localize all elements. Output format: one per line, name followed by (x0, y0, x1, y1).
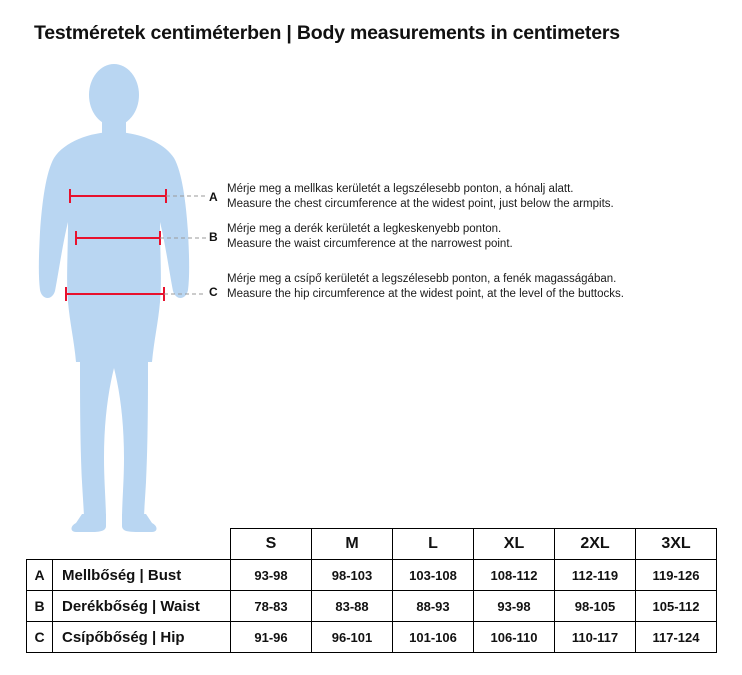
callout-chest (227, 182, 614, 212)
table-row (27, 622, 717, 653)
row-name-waist: Derékbőség | Waist (53, 591, 231, 622)
callout-hip (227, 272, 624, 302)
callout-hip-hu: Mérje meg a csípő kerületét a legszélesebb ponton, a fenék magasságában. (227, 273, 617, 285)
marker-letter-b: B (209, 230, 218, 244)
page-title: Testméretek centiméterben | Body measurements in centimeters (34, 22, 620, 44)
callout-chest-hu: Mérje meg a mellkas kerületét a legszélesebb ponton, a hónalj alatt. (227, 183, 574, 195)
row-letter-c: C (27, 622, 53, 653)
marker-letter-c: C (209, 285, 218, 299)
bust-l: 103-108 (393, 560, 474, 591)
bust-3xl: 119-126 (636, 560, 717, 591)
size-table-header-row (27, 529, 717, 560)
header-blank-name (53, 529, 231, 560)
bust-s: 93-98 (231, 560, 312, 591)
size-table-head (27, 529, 717, 560)
waist-3xl: 105-112 (636, 591, 717, 622)
bust-xl: 108-112 (474, 560, 555, 591)
waist-2xl: 98-105 (555, 591, 636, 622)
header-size-3xl: 3XL (636, 529, 717, 560)
size-table-body (27, 560, 717, 653)
header-size-m: M (312, 529, 393, 560)
header-size-s: S (231, 529, 312, 560)
header-blank-letter (27, 529, 53, 560)
table-row (27, 560, 717, 591)
callout-waist (227, 222, 513, 252)
hip-2xl: 110-117 (555, 622, 636, 653)
waist-xl: 93-98 (474, 591, 555, 622)
waist-s: 78-83 (231, 591, 312, 622)
waist-l: 88-93 (393, 591, 474, 622)
row-name-bust: Mellbőség | Bust (53, 560, 231, 591)
header-size-l: L (393, 529, 474, 560)
row-letter-b: B (27, 591, 53, 622)
bust-2xl: 112-119 (555, 560, 636, 591)
header-size-xl: XL (474, 529, 555, 560)
table-row (27, 591, 717, 622)
body-shape-icon (39, 64, 189, 532)
size-table-wrapper (26, 528, 716, 653)
body-silhouette-diagram (18, 62, 228, 532)
callout-waist-en: Measure the waist circumference at the narrowest point. (227, 238, 513, 250)
callout-hip-en: Measure the hip circumference at the widest point, at the level of the buttocks. (227, 288, 624, 300)
callout-waist-hu: Mérje meg a derék kerületét a legkeskenyebb ponton. (227, 223, 502, 235)
header-size-2xl: 2XL (555, 529, 636, 560)
marker-letter-a: A (209, 190, 218, 204)
hip-s: 91-96 (231, 622, 312, 653)
size-table (26, 528, 717, 653)
callout-chest-en: Measure the chest circumference at the widest point, just below the armpits. (227, 198, 614, 210)
hip-xl: 106-110 (474, 622, 555, 653)
bust-m: 98-103 (312, 560, 393, 591)
row-name-hip: Csípőbőség | Hip (53, 622, 231, 653)
hip-m: 96-101 (312, 622, 393, 653)
waist-m: 83-88 (312, 591, 393, 622)
row-letter-a: A (27, 560, 53, 591)
hip-l: 101-106 (393, 622, 474, 653)
hip-3xl: 117-124 (636, 622, 717, 653)
